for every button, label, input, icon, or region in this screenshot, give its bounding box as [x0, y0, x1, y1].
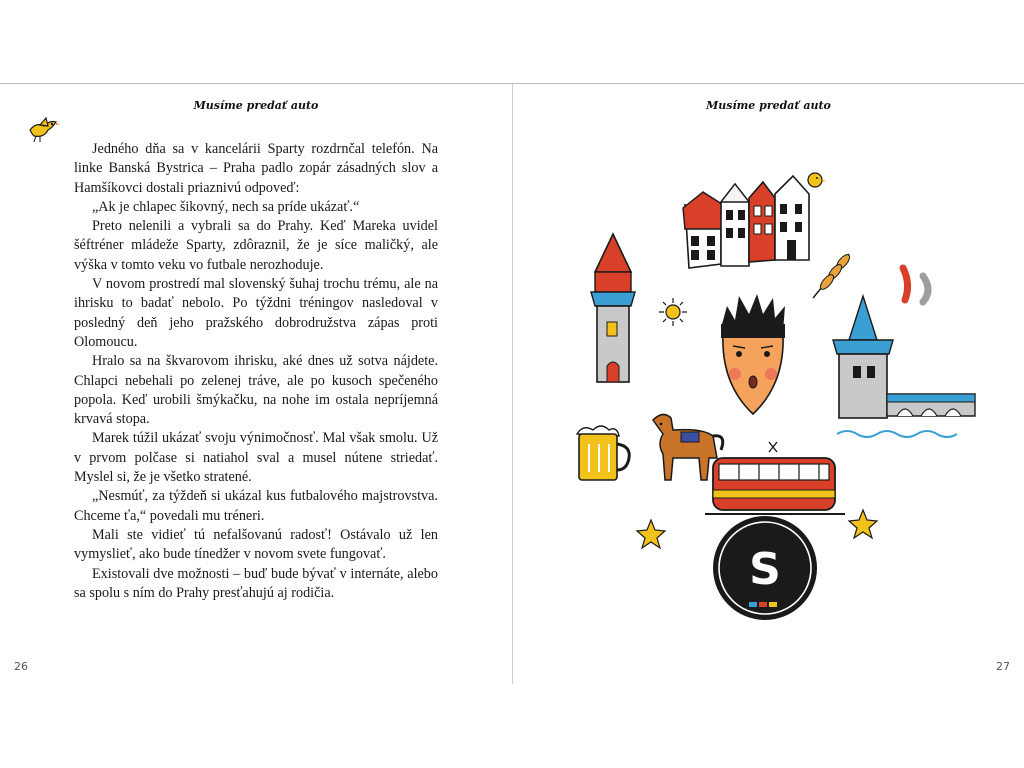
wheat-icon — [813, 253, 852, 298]
paragraph: Hralo sa na škvarovom ihrisku, aké dnes už sotva nájdete. Chlapci nebehali po zelenej tráve, ale po kusoch spečeného popola. Keď urobili šmýkačku, na nohe im ostala nepríjemná krvavá stopa. — [74, 353, 438, 428]
paragraph: Preto nelenili a vybrali sa do Prahy. Keď Mareka uvidel šéftréner mládeže Sparty, zdôraznil, že je síce maličký, ale výška v tomto veku vo futbale nerozhoduje. — [74, 218, 438, 273]
prague-illustration — [513, 84, 1024, 684]
badge-letter: S — [749, 544, 781, 595]
tower-icon — [591, 234, 635, 382]
paragraph: „Ak je chlapec šikovný, nech sa príde ukázať.“ — [92, 198, 360, 215]
paragraph: Marek túžil ukázať svoju výnimočnosť. Mal však smolu. Už v prvom polčase si natiahol sval a musel nútene striedať. Myslel si, že je všetko stratené. — [74, 430, 438, 486]
page-number-left: 26 — [14, 660, 28, 673]
boy-face-icon — [721, 294, 785, 414]
star-icon — [849, 510, 877, 538]
yellow-bird-icon — [26, 116, 60, 144]
paragraph: „Nesmúť, za týždeň si ukázal kus futbalového majstrovstva. Chceme ťa,“ povedali mu tréneri. — [74, 488, 438, 524]
paragraph: Jedného dňa sa v kancelárii Sparty rozdrnčal telefón. Na linke Banská Bystrica – Praha padlo zopár zásadných slov a Hamšíkovci dostali priaznivú odpoveď: — [74, 141, 438, 196]
sausage-icon — [903, 268, 928, 302]
sparta-badge-icon — [713, 516, 817, 620]
chapter-body-text — [74, 140, 438, 603]
running-head-left: Musíme predať auto — [193, 99, 319, 112]
houses-icon — [683, 176, 809, 268]
star-icon — [637, 520, 665, 548]
paragraph: Mali ste vidieť tú nefalšovanú radosť! Ostávalo už len vymyslieť, ako bude tínedžer v novom svete fungovať. — [74, 526, 438, 563]
right-page — [513, 84, 1024, 684]
page-number-right: 27 — [996, 660, 1010, 673]
sun-icon — [659, 298, 687, 326]
tram-icon — [705, 442, 845, 514]
small-bird-icon — [808, 173, 826, 187]
beer-mug-icon — [577, 426, 629, 480]
running-head-right: Musíme predať auto — [706, 99, 831, 112]
bridge-tower-icon — [833, 296, 975, 437]
paragraph: Existovali dve možnosti – buď bude bývať v internáte, alebo sa spolu s ním do Prahy presťahujú aj rodičia. — [74, 565, 438, 601]
paragraph: V novom prostredí mal slovenský šuhaj trochu trému, ale na ihrisku to badať nebolo. Po týždni tréningov nasledoval v posledný deň jeho pražského dobrodružstva zápas proti Olomoucu. — [74, 276, 438, 350]
left-page — [0, 84, 512, 684]
